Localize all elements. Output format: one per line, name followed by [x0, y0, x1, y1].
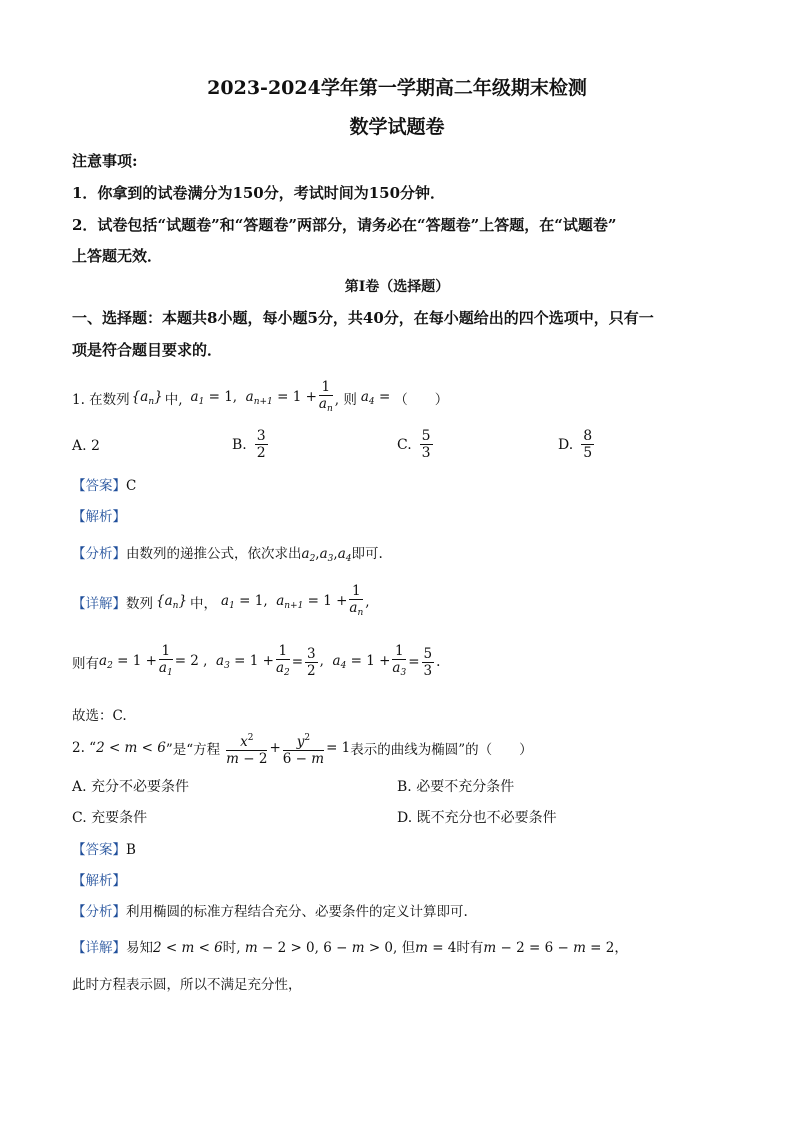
q2-option-a: A. 充分不必要条件	[72, 779, 190, 795]
q2-detail-cont: 此时方程表示圆，所以不满足充分性，	[72, 977, 302, 993]
notice-item-1: 1．你拿到的试卷满分为150分，考试时间为150分钟．	[72, 184, 446, 202]
q1-middle: 中,	[164, 392, 183, 408]
q2-detail: 【详解】易知2 < m < 6时, m − 2 > 0, 6 − m > 0, 但m = 4时有m − 2 = 6 − m = 2，	[72, 940, 628, 956]
part-title: 第Ⅰ卷（选择题）	[344, 279, 450, 295]
exam-subtitle: 数学试题卷	[349, 116, 445, 138]
notice-item-2: 2．试卷包括“试题卷”和“答题卷”两部分，请务必在“答题卷”上答题，在“试题卷”	[72, 216, 617, 234]
q1-option-b-fraction: $\frac{3}{2}$	[256, 428, 266, 461]
q2-answer: 【答案】B	[72, 842, 136, 858]
q2-option-d: D. 既不充分也不必要条件	[397, 810, 557, 826]
q2-option-b: B. 必要不充分条件	[397, 779, 515, 795]
q1-option-d: D. $\frac{8}{5}$	[558, 428, 593, 461]
q1-option-c: C. $\frac{5}{3}$	[397, 428, 431, 461]
q1-option-d-fraction: $\frac{8}{5}$	[583, 428, 593, 461]
q1-given-fraction: $\frac{1}{a_n}$	[318, 379, 333, 414]
q1-option-a: A. 2	[72, 438, 100, 454]
q1-derivation: 则有 $a_2 = 1$ + $\frac{1}{a_1}$ = 2 , $a_3 = 1$ + $\frac{1}{a_2}$ = $\frac{3}{2}$ , $a_4 = 1$ + $\frac{1}{a_3}$ = $\frac{5}{3}$ .	[72, 643, 441, 679]
q2-analysis-tag: 【解析】	[72, 873, 126, 889]
q1-fenxi: 【分析】由数列的递推公式，依次求出$a_2,a_3,a_4$即可.	[72, 546, 383, 564]
q1-prefix: 1. 在数列	[72, 392, 130, 408]
answer-tag: 【答案】	[72, 478, 126, 494]
answer-tag: 【答案】	[72, 842, 126, 858]
q1-given: $a_1 = 1$, $a_{n+1} = 1$ +	[190, 389, 317, 407]
q1-detail: 【详解】 数列 $\{a_n\}$ 中， $a_1 = 1$, $a_{n+1} = 1$ + $\frac{1}{a_n}$ ,	[72, 583, 370, 618]
q1-conclusion: 故选：C.	[72, 708, 127, 724]
q2-option-c: C. 充要条件	[72, 810, 148, 826]
section-heading: 一、选择题：本题共8小题，每小题5分，共40分，在每小题给出的四个选项中，只有一	[72, 309, 654, 327]
q1-answer: 【答案】C	[72, 478, 137, 494]
q1-paren: （ ）	[394, 392, 449, 408]
q1-sequence-symbol: $\{a_n\}$	[131, 389, 163, 407]
question-2: 2. “ 2 < m < 6 ”是“方程 $\frac{x^2}{m - 2}$ + $\frac{y^2}{6 - m}$ = 1 表示的曲线为椭圆”的（ ）	[72, 726, 533, 770]
q1-target: $a_4$ =	[360, 389, 391, 407]
q2-fenxi: 【分析】利用椭圆的标准方程结合充分、必要条件的定义计算即可.	[72, 904, 468, 920]
q1-option-c-fraction: $\frac{5}{3}$	[421, 428, 431, 461]
notice-heading: 注意事项:	[72, 152, 138, 170]
q1-option-b: B. $\frac{3}{2}$	[232, 428, 266, 461]
q1-analysis-tag: 【解析】	[72, 509, 126, 525]
q1-then: , 则	[334, 392, 357, 408]
section-heading-cont: 项是符合题目要求的．	[72, 341, 223, 359]
question-1	[72, 376, 448, 420]
notice-item-2-cont: 上答题无效．	[72, 247, 163, 265]
exam-title: 2023-2024学年第一学期高二年级期末检测	[207, 77, 587, 99]
